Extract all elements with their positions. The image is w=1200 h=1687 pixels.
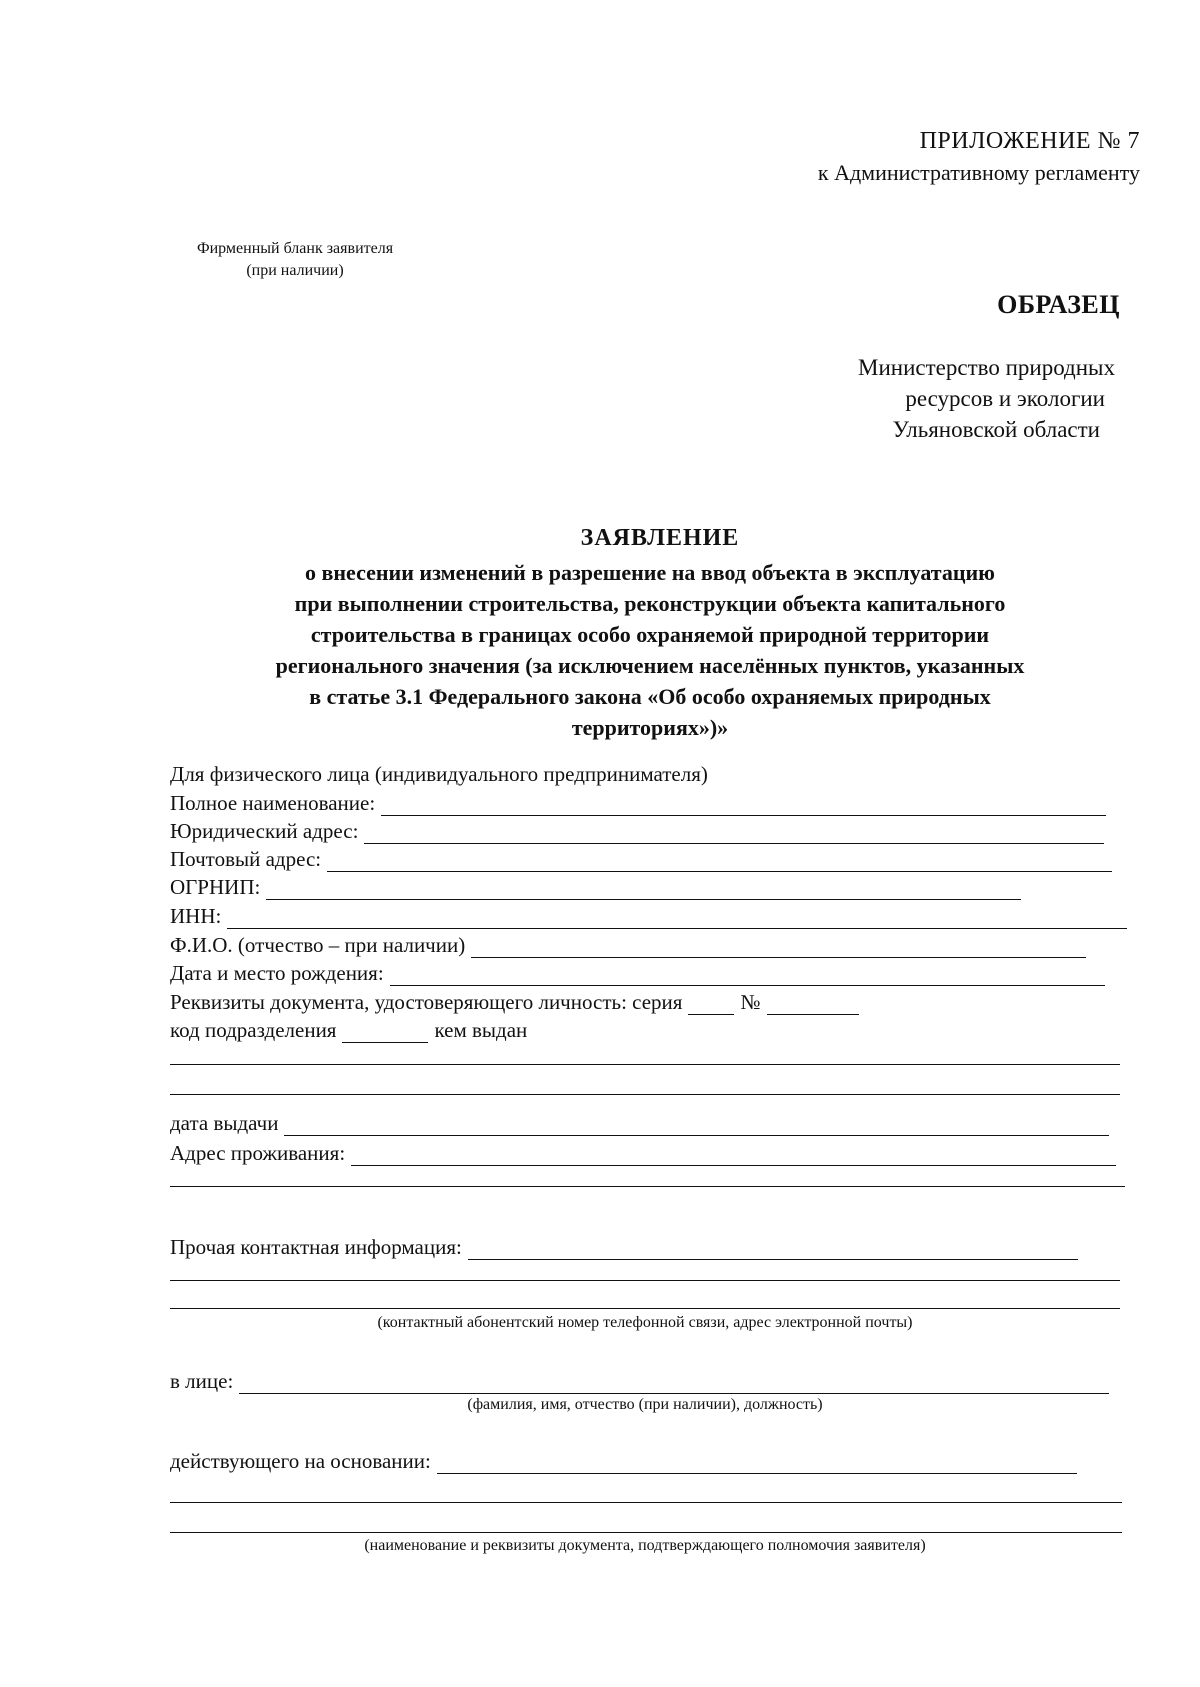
subtitle-line: в статье 3.1 Федерального закона «Об особо охраняемых природных <box>309 684 991 709</box>
legal-address-label: Юридический адрес: <box>170 819 359 843</box>
birth-label: Дата и место рождения: <box>170 961 384 985</box>
appendix-title: ПРИЛОЖЕНИЕ № 7 <box>919 128 1140 154</box>
id-series-field[interactable] <box>688 994 734 1015</box>
acting-basis-hint: (наименование и реквизиты документа, подтверждающего полномочия заявителя) <box>364 1537 926 1554</box>
acting-basis-line-3[interactable] <box>170 1532 1122 1533</box>
postal-address-field[interactable] <box>327 851 1112 872</box>
division-code-field[interactable] <box>342 1022 428 1043</box>
birth-field[interactable] <box>390 965 1105 986</box>
fio-label: Ф.И.О. (отчество – при наличии) <box>170 933 466 957</box>
section-heading: Для физического лица (индивидуального предпринимателя) <box>170 762 708 786</box>
subtitle-line: о внесении изменений в разрешение на ввод объекта в эксплуатацию <box>304 560 995 585</box>
represented-by-label: в лице: <box>170 1369 234 1393</box>
acting-basis-label: действующего на основании: <box>170 1449 431 1473</box>
id-document-row <box>170 987 865 1015</box>
legal-address-row <box>170 816 1104 844</box>
contact-hint: (контактный абонентский номер телефонной связи, адрес электронной почты) <box>377 1314 913 1331</box>
residence-line-2[interactable] <box>170 1186 1125 1187</box>
sample-label: ОБРАЗЕЦ <box>997 290 1120 319</box>
ogrnip-field[interactable] <box>266 879 1021 900</box>
contact-row <box>170 1232 1078 1260</box>
issued-by-line-2[interactable] <box>170 1094 1120 1095</box>
issued-by-label: кем выдан <box>434 1018 528 1042</box>
division-code-label: код подразделения <box>170 1018 337 1042</box>
residence-row <box>170 1138 1116 1166</box>
acting-basis-row <box>170 1446 1077 1474</box>
number-sign: № <box>740 990 761 1014</box>
document-title: ЗАЯВЛЕНИЕ <box>580 525 740 551</box>
letterhead-line-2: (при наличии) <box>246 262 344 279</box>
inn-label: ИНН: <box>170 904 222 928</box>
represented-by-row <box>170 1366 1109 1394</box>
id-document-label: Реквизиты документа, удостоверяющего личность: серия <box>170 990 683 1014</box>
appendix-subtitle: к Административному регламенту <box>817 160 1140 185</box>
division-code-row <box>170 1015 527 1043</box>
residence-label: Адрес проживания: <box>170 1141 346 1165</box>
ogrnip-label: ОГРНИП: <box>170 875 261 899</box>
postal-address-label: Почтовый адрес: <box>170 847 322 871</box>
full-name-label: Полное наименование: <box>170 791 376 815</box>
contact-line-2[interactable] <box>170 1280 1120 1281</box>
recipient-block <box>780 352 1115 445</box>
postal-address-row <box>170 844 1112 872</box>
ogrnip-row <box>170 872 1021 900</box>
subtitle-line: территориях»)» <box>571 715 729 740</box>
inn-field[interactable] <box>227 908 1127 929</box>
recipient-line-2: ресурсов и экологии <box>905 386 1105 411</box>
contact-label: Прочая контактная информация: <box>170 1235 462 1259</box>
acting-basis-line-2[interactable] <box>170 1502 1122 1503</box>
subtitle-line: при выполнении строительства, реконструкции объекта капитального <box>294 591 1006 616</box>
fio-row <box>170 930 1086 958</box>
issue-date-row <box>170 1108 1109 1136</box>
document-subtitle <box>170 557 1130 743</box>
full-name-field[interactable] <box>381 795 1106 816</box>
inn-row <box>170 901 1127 929</box>
subtitle-line: регионального значения (за исключением населённых пунктов, указанных <box>275 653 1025 678</box>
recipient-line-3: Ульяновской области <box>892 417 1100 442</box>
full-name-row <box>170 788 1106 816</box>
issue-date-field[interactable] <box>284 1115 1109 1136</box>
contact-line-3[interactable] <box>170 1308 1120 1309</box>
contact-field[interactable] <box>468 1239 1078 1260</box>
recipient-line-1: Министерство природных <box>858 355 1115 380</box>
represented-by-field[interactable] <box>239 1373 1109 1394</box>
represented-by-hint: (фамилия, имя, отчество (при наличии), должность) <box>467 1396 823 1413</box>
acting-basis-field[interactable] <box>437 1453 1077 1474</box>
subtitle-line: строительства в границах особо охраняемой природной территории <box>310 622 990 647</box>
letterhead-line-1: Фирменный бланк заявителя <box>196 240 394 257</box>
id-number-field[interactable] <box>767 994 859 1015</box>
birth-row <box>170 958 1105 986</box>
letterhead-note <box>160 238 430 282</box>
issued-by-line-1[interactable] <box>170 1064 1120 1065</box>
fio-field[interactable] <box>471 937 1086 958</box>
issue-date-label: дата выдачи <box>170 1111 279 1135</box>
residence-field[interactable] <box>351 1145 1116 1166</box>
legal-address-field[interactable] <box>364 823 1104 844</box>
